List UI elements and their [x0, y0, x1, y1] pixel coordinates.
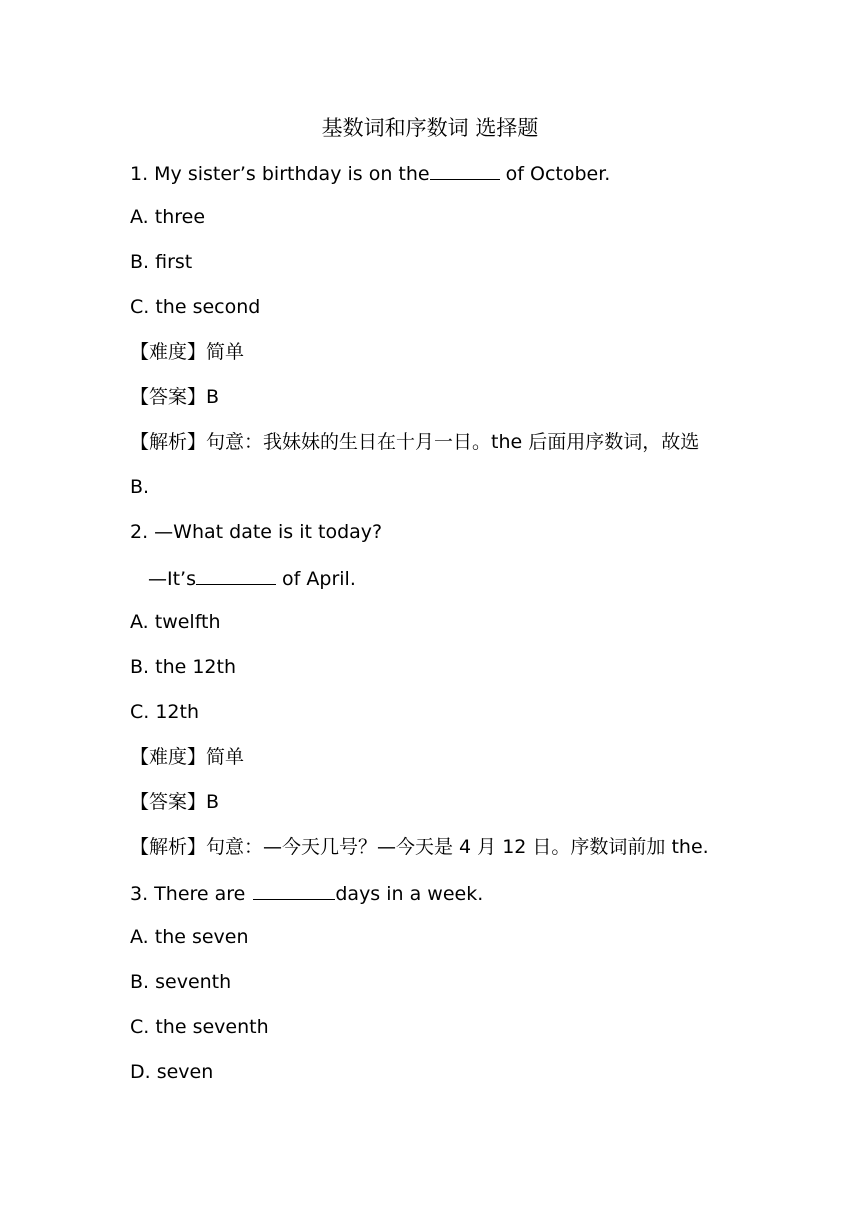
- question-1-option-c: C. the second: [130, 296, 261, 318]
- question-2-option-a: A. twelfth: [130, 611, 221, 633]
- question-1-stem-tail: of October.: [499, 163, 611, 185]
- question-3-option-a: A. the seven: [130, 926, 249, 948]
- question-3-option-c: C. the seventh: [130, 1016, 269, 1038]
- question-2-answer: 【答案】B: [130, 791, 220, 813]
- question-2-option-c: C. 12th: [130, 701, 200, 723]
- answer-blank: [430, 157, 500, 180]
- question-3-stem-tail: days in a week.: [335, 883, 484, 905]
- answer-blank: [253, 877, 335, 900]
- question-2-difficulty: 【难度】简单: [130, 746, 245, 768]
- question-1-option-a: A. three: [130, 206, 206, 228]
- document-body: [130, 157, 740, 1102]
- question-2-stem: 2. —What date is it today?: [130, 521, 383, 543]
- question-2-reply-tail: of April.: [276, 568, 356, 590]
- question-1-analysis: 【解析】句意：我妹妹的生日在十月一日。the 后面用序数词，故选: [130, 431, 700, 453]
- question-2-reply: [130, 562, 740, 607]
- question-3-stem: [130, 877, 740, 922]
- question-1-difficulty: 【难度】简单: [130, 341, 245, 363]
- question-3-option-d: D. seven: [130, 1061, 214, 1083]
- question-3-stem-text: 3. There are: [130, 883, 246, 905]
- question-3-option-b: B. seventh: [130, 971, 232, 993]
- page-title: 基数词和序数词 选择题: [321, 116, 539, 140]
- question-1-stem: [130, 157, 740, 202]
- answer-blank: [196, 562, 276, 585]
- question-1-answer: 【答案】B: [130, 386, 220, 408]
- question-1-option-b: B. first: [130, 251, 193, 273]
- question-1-analysis-continued: B.: [130, 476, 150, 498]
- question-1-stem-text: 1. My sister’s birthday is on the: [130, 163, 430, 185]
- question-2-reply-text: —It’s: [148, 568, 196, 590]
- question-2-analysis: 【解析】句意：—今天几号？—今天是 4 月 12 日。序数词前加 the.: [130, 836, 709, 858]
- question-2-option-b: B. the 12th: [130, 656, 237, 678]
